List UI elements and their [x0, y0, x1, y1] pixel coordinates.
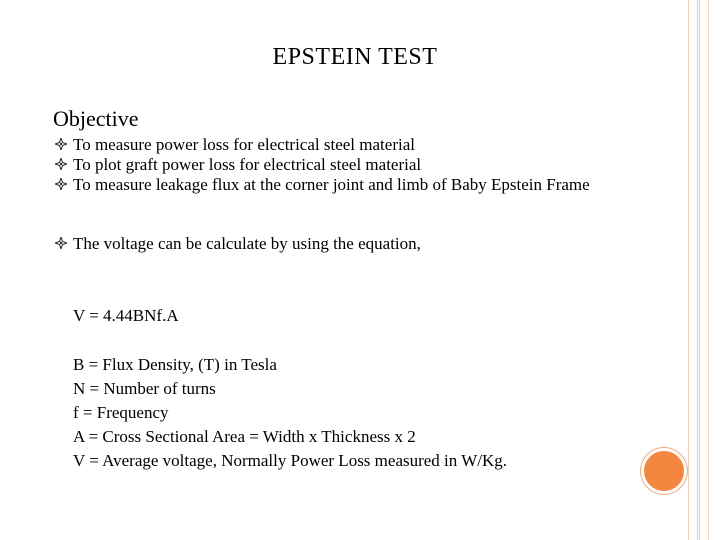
bullet-text: The voltage can be calculate by using the equation, — [73, 234, 421, 253]
bullet-text: To measure power loss for electrical steel material — [73, 135, 415, 154]
definition-item: B = Flux Density, (T) in Tesla — [73, 355, 277, 374]
diamond-flower-icon — [55, 178, 67, 190]
definition-list — [73, 353, 507, 473]
list-item — [55, 175, 675, 195]
equation: V = 4.44BNf.A — [73, 306, 179, 325]
decorative-rail — [688, 0, 700, 540]
list-item — [55, 135, 675, 155]
section-heading: Objective — [53, 106, 139, 131]
list-item — [55, 234, 675, 254]
definition-item: N = Number of turns — [73, 379, 216, 398]
list-spacer — [55, 195, 675, 234]
definition-item: V = Average voltage, Normally Power Loss measured in W/Kg. — [73, 451, 508, 470]
list-item — [55, 155, 675, 175]
decorative-rail-outer — [708, 0, 720, 540]
bullet-text: To plot graft power loss for electrical steel material — [73, 155, 422, 174]
definition-item: f = Frequency — [73, 403, 169, 422]
definition-item: A = Cross Sectional Area = Width x Thickness x 2 — [73, 427, 416, 446]
bullet-text: To measure leakage flux at the corner joint and limb of Baby Epstein Frame — [73, 175, 590, 194]
diamond-flower-icon — [55, 138, 67, 150]
diamond-flower-icon — [55, 158, 67, 170]
slide-title: EPSTEIN TEST — [272, 44, 438, 70]
diamond-flower-icon — [55, 237, 67, 249]
orange-circle-icon — [641, 448, 687, 494]
bullet-list — [55, 135, 675, 254]
